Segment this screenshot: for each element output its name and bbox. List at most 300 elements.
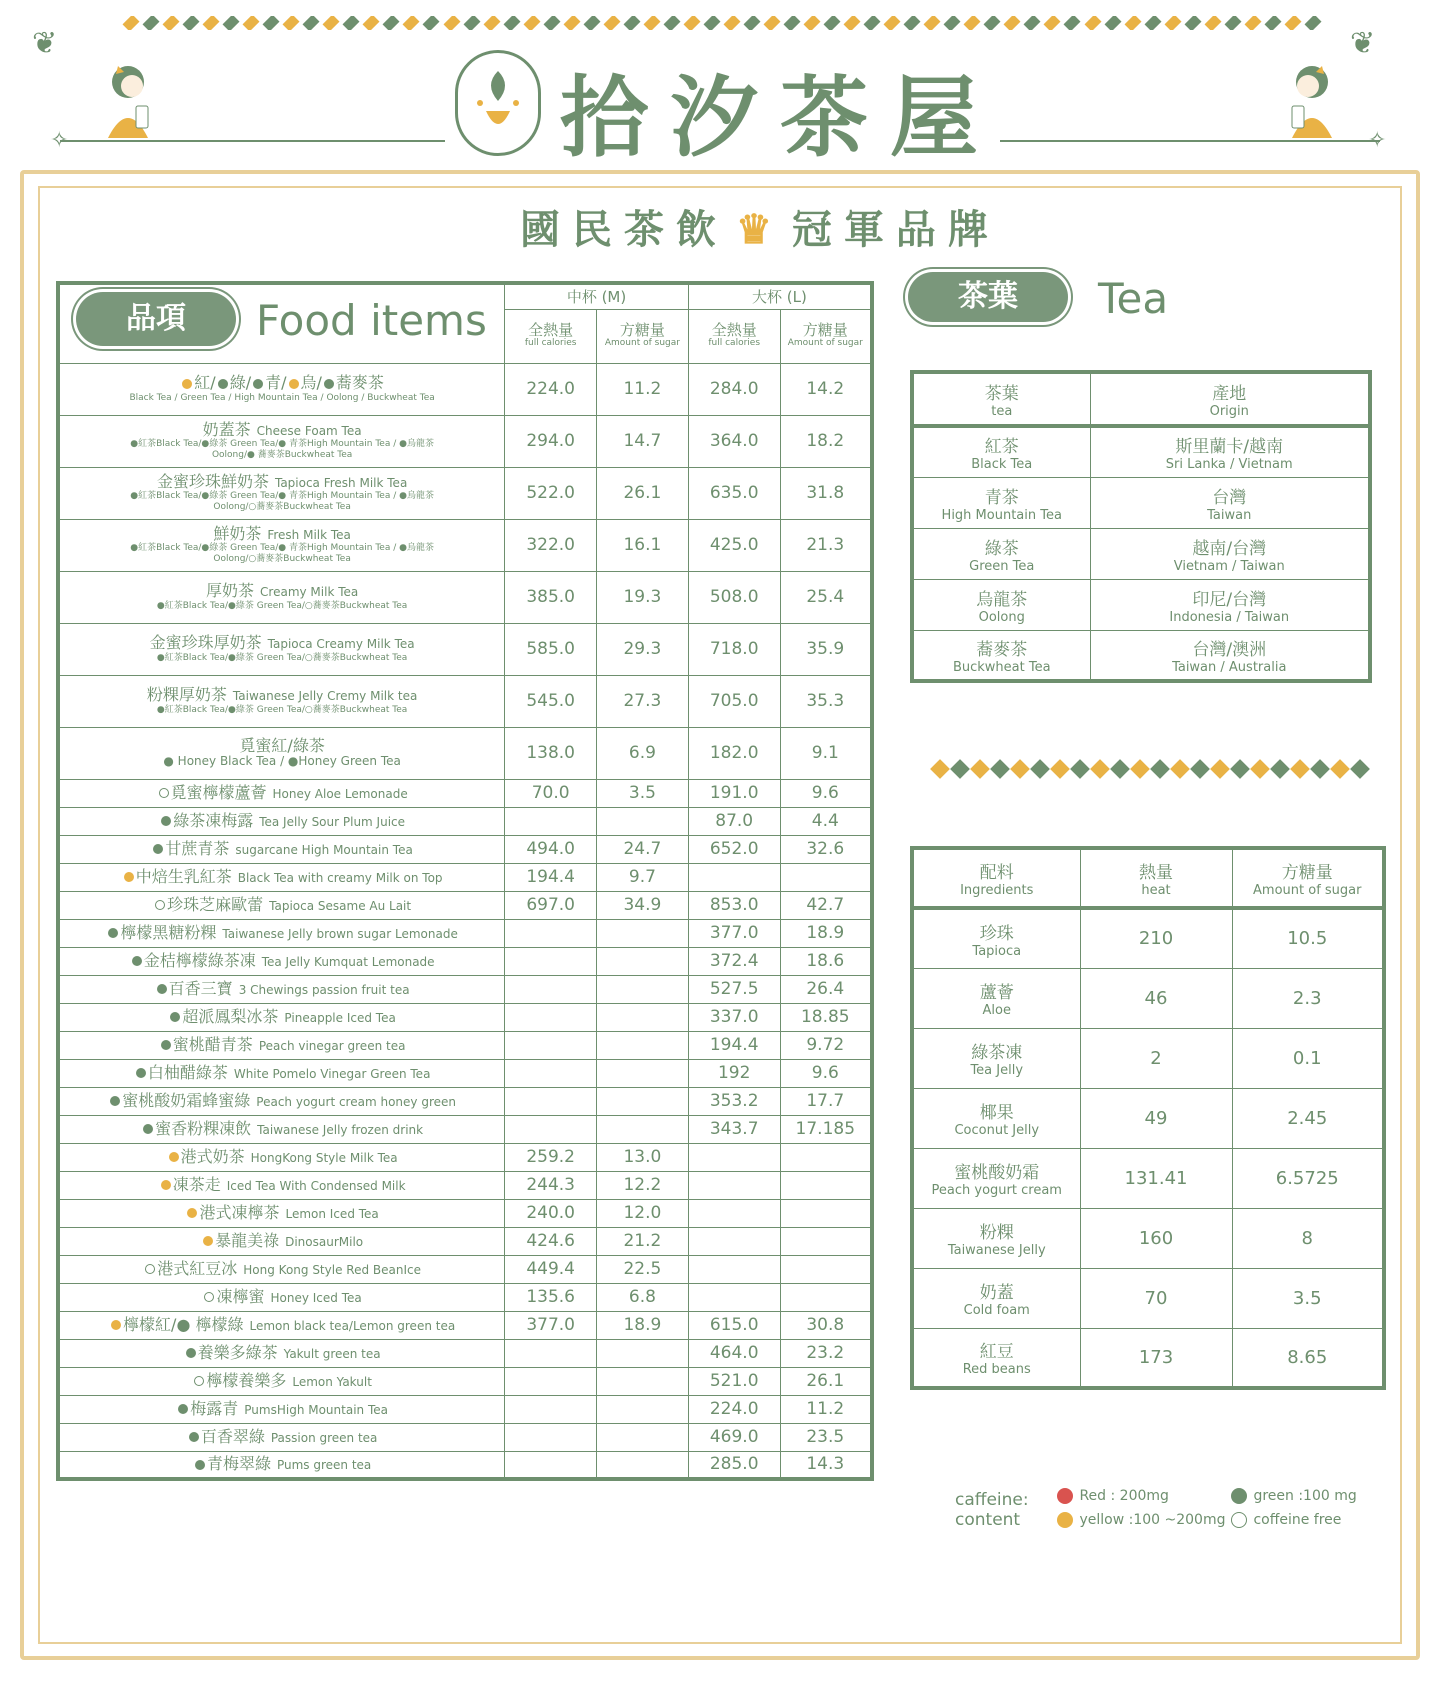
food-name-cell <box>58 1115 505 1143</box>
food-name-en: PumsHigh Mountain Tea <box>244 1402 388 1417</box>
heat-col-zh: 熱量 <box>1139 863 1173 883</box>
value-l-cal: 527.5 <box>688 975 780 1003</box>
value-m-sug: 14.7 <box>597 415 689 467</box>
diamond-ornament <box>1164 16 1181 30</box>
food-name-zh: 覓蜜檸檬蘆薈 <box>170 782 267 802</box>
value-l-cal: 285.0 <box>688 1451 780 1479</box>
food-name-en: Creamy Milk Tea <box>260 585 359 600</box>
food-name-line <box>60 1008 504 1026</box>
food-tea-options: ●紅茶Black Tea/●綠茶 Green Tea/○蕎麥茶Buckwheat Tea <box>156 704 408 715</box>
food-name-line <box>60 1455 504 1473</box>
food-name-en: Taiwanese Jelly Cremy Milk tea <box>232 689 418 704</box>
ing-col-header <box>912 848 1080 908</box>
crown-icon: ♛ <box>736 206 784 253</box>
diamond-ornament <box>1310 759 1330 779</box>
diamond-ornament <box>703 16 720 30</box>
legend-yellow-text: yellow :100 ~200mg <box>1079 1512 1226 1528</box>
value-l-sug <box>780 1227 872 1255</box>
title-line-left <box>60 140 445 142</box>
value-l-cal: 377.0 <box>688 919 780 947</box>
food-name-zh: 凍檸蜜 <box>216 1286 265 1306</box>
food-row <box>58 727 872 779</box>
ingredient-heat: 2 <box>1080 1028 1232 1088</box>
food-title: Food items <box>256 296 487 345</box>
green-dot-icon <box>186 1348 196 1358</box>
food-name-en: Cheese Foam Tea <box>256 424 362 438</box>
food-name-cell <box>58 1395 505 1423</box>
diamond-ornament <box>884 16 901 30</box>
ingredient-en: Cold foam <box>963 1303 1030 1318</box>
ingredient-zh: 綠茶凍 <box>971 1043 1023 1063</box>
tea-name-cell <box>912 426 1090 477</box>
food-table <box>56 281 874 1481</box>
yellow-dot-icon <box>169 1152 179 1162</box>
tea-name-cell-zh: 烏龍茶 <box>976 589 1028 610</box>
hollow-dot-icon <box>145 1264 155 1274</box>
food-tea-options: Black Tea / Green Tea / High Mountain Tea / Oolong / Buckwheat Tea <box>129 392 435 403</box>
value-l-sug: 9.6 <box>780 1059 872 1087</box>
food-name-cell <box>58 363 505 415</box>
diamond-ornament <box>924 16 941 30</box>
value-l-sug: 17.7 <box>780 1087 872 1115</box>
l-cal-label: 全熱量 <box>711 321 757 340</box>
ingredient-row <box>912 1328 1384 1388</box>
food-name-zh: 檸檬養樂多 <box>206 1370 287 1390</box>
food-name-line <box>60 473 504 491</box>
origin-cell-en: Taiwan / Australia <box>1172 659 1287 675</box>
diamond-ornament <box>643 16 660 30</box>
green-dot-icon <box>157 984 167 994</box>
food-name-en: Hong Kong Style Red BeanIce <box>243 1262 421 1277</box>
diamond-ornament <box>1270 759 1290 779</box>
value-m-sug: 26.1 <box>597 467 689 519</box>
sugar-col-header <box>1232 848 1384 908</box>
diamond-ornament <box>463 16 480 30</box>
food-name-cell <box>58 1143 505 1171</box>
ing-col-en: Ingredients <box>960 883 1034 898</box>
legend-label-1: caffeine <box>955 1490 1023 1510</box>
tea-pill: 茶葉 <box>908 272 1068 322</box>
food-name-line <box>60 1176 504 1194</box>
diamond-ornament <box>1284 16 1301 30</box>
ingredient-name-cell <box>912 1328 1080 1388</box>
diamond-ornament <box>1090 759 1110 779</box>
yellow-dot-icon <box>182 379 192 389</box>
value-l-sug: 18.2 <box>780 415 872 467</box>
ingredient-sugar: 8 <box>1232 1208 1384 1268</box>
food-tea-options: ●紅茶Black Tea/●綠茶 Green Tea/● 青茶High Mountain Tea / ●烏龍茶Oolong/○蕎麥茶Buckwheat Tea <box>130 491 434 513</box>
diamond-ornament <box>1010 759 1030 779</box>
diamond-ornament <box>563 16 580 30</box>
value-l-cal: 87.0 <box>688 807 780 835</box>
origin-cell-zh: 印尼/台灣 <box>1192 589 1267 610</box>
tea-name-cell <box>912 528 1090 579</box>
middle-diamond-border <box>930 762 1370 776</box>
food-name-en: Pineapple Iced Tea <box>284 1010 396 1025</box>
value-l-cal: 469.0 <box>688 1423 780 1451</box>
ingredient-zh: 紅豆 <box>979 1342 1014 1363</box>
value-l-sug: 14.2 <box>780 363 872 415</box>
food-name-zh: 百香三寶 <box>168 978 233 998</box>
food-name-en: HongKong Style Milk Tea <box>250 1150 398 1165</box>
value-l-cal: 182.0 <box>688 727 780 779</box>
value-m-sug: 16.1 <box>597 519 689 571</box>
value-l-sug: 32.6 <box>780 835 872 863</box>
value-l-sug <box>780 1283 872 1311</box>
food-name-line <box>60 1092 504 1110</box>
diamond-ornament <box>1244 16 1261 30</box>
food-name-cell <box>58 891 505 919</box>
value-l-sug: 9.72 <box>780 1031 872 1059</box>
value-l-sug: 4.4 <box>780 807 872 835</box>
food-name-line <box>60 1148 504 1166</box>
tea-col-en: tea <box>991 404 1013 419</box>
food-name-zh: 港式紅豆冰 <box>157 1258 238 1278</box>
m-sugar-label: 方糖量 <box>619 321 665 340</box>
food-name-zh: 紅/ <box>194 373 216 393</box>
value-m-cal: 294.0 <box>505 415 597 467</box>
food-name-zh: 粉粿厚奶茶 <box>146 685 227 705</box>
value-m-sug <box>597 1451 689 1479</box>
food-name-line <box>60 686 504 704</box>
value-m-cal: 240.0 <box>505 1199 597 1227</box>
food-row <box>58 1339 872 1367</box>
food-name-zh: 中焙生乳紅茶 <box>135 866 232 886</box>
ingredient-zh: 椰果 <box>979 1103 1014 1123</box>
value-l-cal: 224.0 <box>688 1395 780 1423</box>
tea-name-cell-zh: 紅茶 <box>984 437 1019 458</box>
ingredient-row <box>912 1268 1384 1328</box>
food-tea-options: ●紅茶Black Tea/●綠茶 Green Tea/● 青茶High Mountain Tea / ●烏龍茶Oolong/● 蕎麥茶Buckwheat Tea <box>130 439 434 461</box>
diamond-ornament <box>964 16 981 30</box>
food-row <box>58 1255 872 1283</box>
diamond-ornament <box>283 16 300 30</box>
value-m-sug: 22.5 <box>597 1255 689 1283</box>
food-name-cell <box>58 1031 505 1059</box>
diamond-ornament <box>1304 16 1321 30</box>
tea-col-header <box>912 372 1090 426</box>
value-m-cal <box>505 975 597 1003</box>
food-row <box>58 571 872 623</box>
m-sugar-header <box>597 309 689 363</box>
diamond-ornament <box>1250 759 1270 779</box>
food-name-cell <box>58 1367 505 1395</box>
food-name-zh: 厚奶茶 <box>206 581 255 601</box>
value-m-cal: 424.6 <box>505 1227 597 1255</box>
food-row <box>58 623 872 675</box>
food-row <box>58 519 872 571</box>
heat-col-en: heat <box>1141 883 1171 898</box>
ingredient-row <box>912 1028 1384 1088</box>
origin-col-zh: 產地 <box>1212 384 1247 404</box>
ingredient-zh: 珍珠 <box>979 923 1014 944</box>
value-m-cal: 135.6 <box>505 1283 597 1311</box>
l-cal-en: full calories <box>708 338 761 349</box>
green-dot-icon <box>143 1124 153 1134</box>
value-l-sug: 25.4 <box>780 571 872 623</box>
ingredient-sugar: 2.45 <box>1232 1088 1384 1148</box>
value-m-cal: 138.0 <box>505 727 597 779</box>
diamond-ornament <box>1030 759 1050 779</box>
ingredient-zh: 奶蓋 <box>979 1283 1014 1303</box>
value-m-cal <box>505 947 597 975</box>
value-m-sug <box>597 975 689 1003</box>
green-dot-icon <box>218 379 228 389</box>
origin-cell <box>1090 579 1370 630</box>
origin-cell-en: Sri Lanka / Vietnam <box>1165 457 1293 473</box>
value-l-cal: 337.0 <box>688 1003 780 1031</box>
legend-colon: : <box>1022 1490 1029 1510</box>
food-row <box>58 1311 872 1339</box>
diamond-ornament <box>423 16 440 30</box>
yellow-dot-icon <box>289 379 299 389</box>
size-m-header: 中杯 (M) <box>505 283 689 309</box>
food-name-line <box>60 924 504 942</box>
value-l-cal: 364.0 <box>688 415 780 467</box>
ingredient-row <box>912 1148 1384 1208</box>
origin-cell-zh: 斯里蘭卡/越南 <box>1175 437 1284 458</box>
ingredient-en: Aloe <box>982 1003 1011 1018</box>
diamond-ornament <box>583 16 600 30</box>
green-dot-icon <box>108 928 118 938</box>
food-name-cell <box>58 919 505 947</box>
value-m-sug <box>597 1115 689 1143</box>
tea-name-cell-en: Black Tea <box>971 457 1033 473</box>
diamond-ornament <box>864 16 881 30</box>
value-l-cal: 343.7 <box>688 1115 780 1143</box>
food-name-line <box>60 737 504 755</box>
ingredient-sugar: 0.1 <box>1232 1028 1384 1088</box>
hollow-dot-icon <box>159 788 169 798</box>
diamond-ornament <box>784 16 801 30</box>
food-row <box>58 1059 872 1087</box>
value-l-cal: 635.0 <box>688 467 780 519</box>
diamond-ornament <box>844 16 861 30</box>
food-name-line <box>60 1232 504 1250</box>
ingredient-sugar: 10.5 <box>1232 908 1384 968</box>
diamond-ornament <box>363 16 380 30</box>
food-name-cell <box>58 863 505 891</box>
food-name-cell <box>58 835 505 863</box>
legend-green-text: green :100 mg <box>1253 1488 1357 1504</box>
food-name-zh: 覓蜜紅/綠茶 <box>239 735 325 755</box>
food-name-cell <box>58 975 505 1003</box>
value-m-sug: 18.9 <box>597 1311 689 1339</box>
legend-label-2: content <box>955 1510 1021 1530</box>
tea-row <box>912 477 1370 528</box>
value-m-cal <box>505 1367 597 1395</box>
tea-name-cell-zh: 蕎麥茶 <box>976 639 1028 660</box>
size-l-header: 大杯 (L) <box>688 283 872 309</box>
food-name-cell <box>58 571 505 623</box>
diamond-ornament <box>1124 16 1141 30</box>
origin-cell-en: Taiwan <box>1207 507 1252 523</box>
diamond-ornament <box>503 16 520 30</box>
diamond-ornament <box>1130 759 1150 779</box>
origin-cell <box>1090 630 1370 681</box>
food-row <box>58 1003 872 1031</box>
value-l-cal: 853.0 <box>688 891 780 919</box>
value-m-cal <box>505 1451 597 1479</box>
diamond-ornament <box>663 16 680 30</box>
value-l-sug: 35.9 <box>780 623 872 675</box>
sparkle-icon-left: ✧ <box>50 128 69 153</box>
ing-col-zh: 配料 <box>979 863 1014 883</box>
origin-cell <box>1090 477 1370 528</box>
food-name-line <box>60 1372 504 1390</box>
value-l-cal: 652.0 <box>688 835 780 863</box>
value-m-sug <box>597 1031 689 1059</box>
tea-row <box>912 426 1370 477</box>
tea-header-row <box>912 372 1370 426</box>
diamond-ornament <box>443 16 460 30</box>
diamond-ornament <box>603 16 620 30</box>
value-m-sug: 12.0 <box>597 1199 689 1227</box>
value-l-cal <box>688 1199 780 1227</box>
food-name-line <box>60 784 504 802</box>
ingredient-row <box>912 1088 1384 1148</box>
food-name-zh: 青/ <box>265 373 287 393</box>
diamond-ornament <box>323 16 340 30</box>
diamond-ornament <box>990 759 1010 779</box>
ingredient-name-cell <box>912 1268 1080 1328</box>
yellow-dot-icon <box>1057 1512 1073 1528</box>
green-dot-icon <box>178 1404 188 1414</box>
tea-name-cell-en: Oolong <box>978 609 1025 625</box>
diamond-ornament <box>804 16 821 30</box>
food-row <box>58 1367 872 1395</box>
food-name-zh: 港式奶茶 <box>180 1146 245 1166</box>
value-m-sug: 11.2 <box>597 363 689 415</box>
diamond-ornament <box>904 16 921 30</box>
diamond-ornament <box>223 16 240 30</box>
food-name-en: Lemon black tea/Lemon green tea <box>249 1318 456 1333</box>
food-name-en: Tea Jelly Sour Plum Juice <box>259 814 406 829</box>
tea-name-cell-zh: 綠茶 <box>984 538 1019 559</box>
hollow-dot-icon <box>155 900 165 910</box>
value-l-cal: 192 <box>688 1059 780 1087</box>
diamond-ornament <box>203 16 220 30</box>
food-name-zh: 檸檬黑糖粉粿 <box>120 922 217 942</box>
slogan-left: 國民茶飲 <box>520 206 728 253</box>
value-m-cal <box>505 1339 597 1367</box>
diamond-ornament <box>1330 759 1350 779</box>
food-row <box>58 835 872 863</box>
value-l-sug: 26.4 <box>780 975 872 1003</box>
food-name-cell <box>58 779 505 807</box>
diamond-ornament <box>1084 16 1101 30</box>
food-name-line <box>60 582 504 600</box>
value-m-cal <box>505 1059 597 1087</box>
food-name-line <box>60 1064 504 1082</box>
food-name-line <box>60 868 504 886</box>
food-name-line <box>60 374 504 392</box>
food-row <box>58 1199 872 1227</box>
ingredient-zh: 蘆薈 <box>979 983 1014 1003</box>
diamond-ornament <box>1224 16 1241 30</box>
food-row <box>58 863 872 891</box>
ingredient-sugar: 2.3 <box>1232 968 1384 1028</box>
leaf-icon-right: ❦ <box>1350 26 1376 61</box>
food-name-cell <box>58 1087 505 1115</box>
food-name-line <box>60 1428 504 1446</box>
green-dot-icon <box>161 816 171 826</box>
value-l-cal: 521.0 <box>688 1367 780 1395</box>
diamond-ornament <box>1170 759 1190 779</box>
food-name-cell <box>58 519 505 571</box>
food-name-zh: 港式凍檸茶 <box>199 1202 280 1222</box>
ingredient-row <box>912 1208 1384 1268</box>
value-l-sug: 18.9 <box>780 919 872 947</box>
yellow-dot-icon <box>187 1208 197 1218</box>
value-m-cal <box>505 1115 597 1143</box>
food-row <box>58 1395 872 1423</box>
ingredient-sugar: 6.5725 <box>1232 1148 1384 1208</box>
food-row <box>58 975 872 1003</box>
origin-col-en: Origin <box>1209 404 1249 419</box>
diamond-ornament <box>1150 759 1170 779</box>
food-name-en: Taiwanese Jelly brown sugar Lemonade <box>222 926 458 941</box>
legend-free <box>1229 1512 1341 1528</box>
value-m-sug: 19.3 <box>597 571 689 623</box>
value-l-sug: 35.3 <box>780 675 872 727</box>
value-l-cal: 508.0 <box>688 571 780 623</box>
diamond-ornament <box>1204 16 1221 30</box>
diamond-ornament <box>543 16 560 30</box>
food-name-line <box>60 634 504 652</box>
tea-row <box>912 630 1370 681</box>
food-name-line <box>60 525 504 543</box>
food-name-en: Passion green tea <box>270 1430 378 1445</box>
value-m-sug: 6.8 <box>597 1283 689 1311</box>
ingredient-en: Peach yogurt cream <box>931 1183 1062 1198</box>
value-m-sug <box>597 807 689 835</box>
value-m-sug: 13.0 <box>597 1143 689 1171</box>
m-sugar-en: Amount of sugar <box>604 338 680 349</box>
value-m-cal <box>505 1087 597 1115</box>
girl-illustration-left <box>98 58 158 138</box>
food-name-en: White Pomelo Vinegar Green Tea <box>233 1066 431 1081</box>
food-name-zh: 蕎麥茶 <box>335 373 384 393</box>
food-name-zh: 鮮奶茶 <box>213 524 262 543</box>
ingredient-row <box>912 908 1384 968</box>
diamond-ornament <box>183 16 200 30</box>
food-name-zh: 白柚醋綠茶 <box>147 1062 228 1082</box>
food-name-cell <box>58 415 505 467</box>
value-m-sug: 6.9 <box>597 727 689 779</box>
value-m-sug: 24.7 <box>597 835 689 863</box>
diamond-ornament <box>970 759 990 779</box>
value-m-sug <box>597 1423 689 1451</box>
yellow-dot-icon <box>203 1236 213 1246</box>
food-row <box>58 675 872 727</box>
food-name-zh: 凍茶走 <box>172 1174 221 1194</box>
food-name-line <box>60 1316 504 1334</box>
food-pill: 品項 <box>76 292 236 346</box>
value-m-cal: 522.0 <box>505 467 597 519</box>
food-name-line <box>60 812 504 830</box>
value-l-cal: 615.0 <box>688 1311 780 1339</box>
value-m-cal <box>505 1003 597 1031</box>
value-l-sug <box>780 1143 872 1171</box>
food-name-zh: 綠/ <box>229 373 252 393</box>
food-name-en: Tapioca Creamy Milk Tea <box>267 637 415 652</box>
food-name-zh: 梅露青 <box>190 1398 239 1418</box>
food-name-en: Yakult green tea <box>283 1346 381 1361</box>
diamond-ornament <box>123 16 140 30</box>
value-l-sug: 23.5 <box>780 1423 872 1451</box>
value-l-sug <box>780 1199 872 1227</box>
